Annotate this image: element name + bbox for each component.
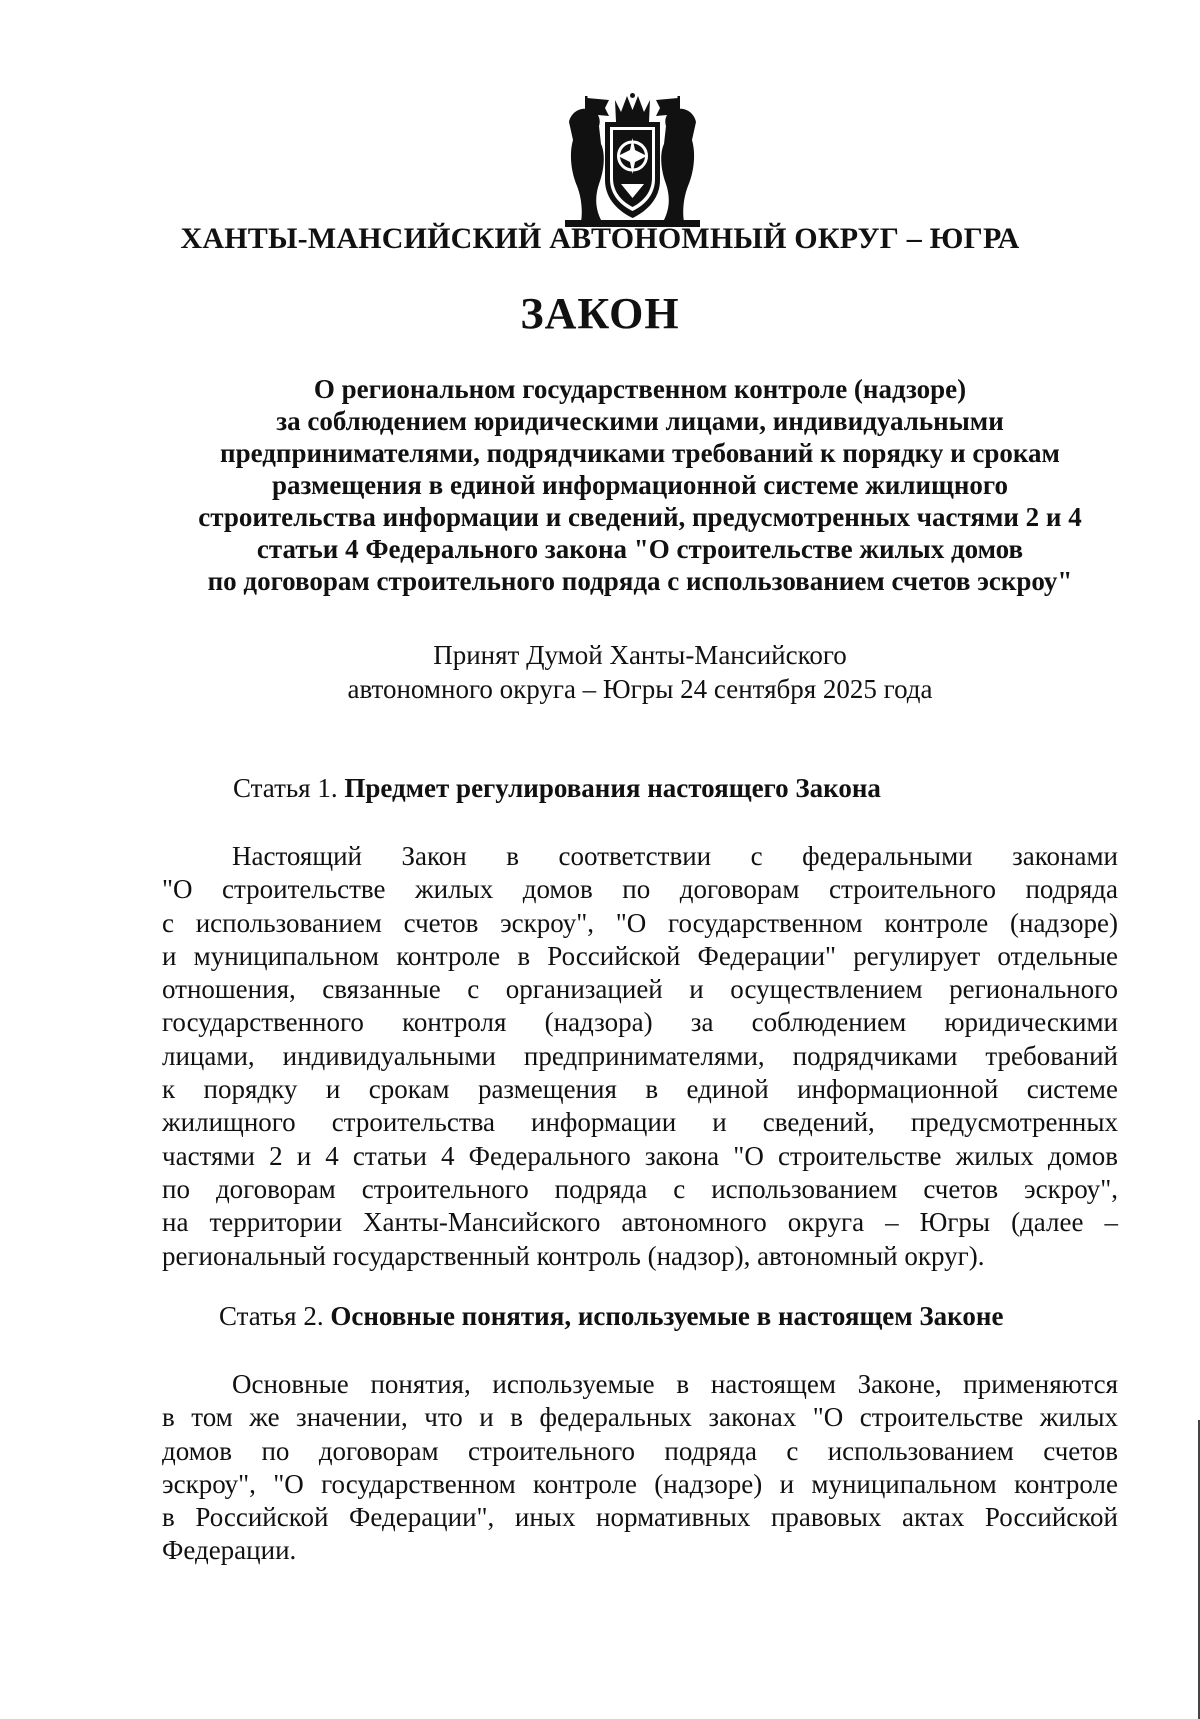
- article-1-body: [162, 840, 1118, 1273]
- paragraph-line: и муниципальном контроле в Российской Федерации" регулирует отдельные: [162, 940, 1118, 971]
- paragraph-line: с использованием счетов эскроу", "О государственном контроле (надзоре): [162, 907, 1118, 938]
- region-name: ХАНТЫ-МАНСИЙСКИЙ АВТОНОМНЫЙ ОКРУГ – ЮГРА: [180, 222, 1020, 255]
- article-number: Статья 2.: [219, 1301, 324, 1331]
- paragraph-line: на территории Ханты-Мансийского автономного округа – Югры (далее –: [162, 1207, 1118, 1238]
- paragraph-line: эскроу", "О государственном контроле (надзоре) и муниципальном контроле: [162, 1468, 1118, 1499]
- paragraph-line: домов по договорам строительного подряда с использованием счетов: [162, 1435, 1118, 1466]
- law-title: [150, 373, 1130, 597]
- paragraph-line: лицами, индивидуальными предпринимателями, подрядчиками требований: [162, 1040, 1118, 1071]
- paragraph-line: Основные понятия, используемые в настоящем Законе, применяются: [232, 1369, 1118, 1399]
- paragraph-line: Настоящий Закон в соответствии с федеральными законами: [232, 841, 1118, 871]
- paragraph-line: "О строительстве жилых домов по договорам строительного подряда: [162, 874, 1118, 905]
- paragraph-line: отношения, связанные с организацией и осуществлением регионального: [162, 974, 1118, 1005]
- paragraph-line: государственного контроля (надзора) за соблюдением юридическими: [162, 1007, 1118, 1038]
- coat-of-arms-icon: [565, 92, 700, 227]
- law-title-line: О региональном государственном контроле (надзоре): [313, 374, 967, 404]
- adoption-note: [0, 638, 1200, 706]
- paragraph-line: жилищного строительства информации и сведений, предусмотренных: [162, 1107, 1118, 1138]
- law-title-line: размещения в единой информационной системе жилищного: [272, 470, 1008, 500]
- paragraph-line: частями 2 и 4 статьи 4 Федерального закона "О строительстве жилых домов: [162, 1140, 1118, 1171]
- law-title-line: статьи 4 Федерального закона "О строительстве жилых домов: [256, 534, 1024, 564]
- document-type: ЗАКОН: [520, 289, 680, 338]
- article-1-heading: [233, 773, 881, 804]
- article-2-body: [162, 1368, 1118, 1568]
- law-title-line: по договорам строительного подряда с использованием счетов эскроу": [207, 566, 1073, 596]
- paragraph-line: региональный государственный контроль (надзор), автономный округ).: [162, 1240, 985, 1271]
- law-title-line: предпринимателями, подрядчиками требований к порядку и срокам: [220, 438, 1060, 468]
- paragraph-line: к порядку и срокам размещения в единой информационной системе: [162, 1074, 1118, 1105]
- adoption-line: Принят Думой Ханты-Мансийского: [433, 640, 847, 670]
- article-title: Основные понятия, используемые в настоящем Законе: [330, 1301, 1004, 1331]
- article-number: Статья 1.: [233, 773, 338, 803]
- paragraph-line: в Российской Федерации", иных нормативных правовых актах Российской: [162, 1502, 1118, 1533]
- adoption-line: автономного округа – Югры 24 сентября 2025 года: [347, 674, 933, 704]
- paragraph-line: Федерации.: [162, 1535, 297, 1566]
- paragraph-line: в том же значении, что и в федеральных законах "О строительстве жилых: [162, 1402, 1118, 1433]
- law-title-line: строительства информации и сведений, предусмотренных частями 2 и 4: [198, 502, 1082, 532]
- article-title: Предмет регулирования настоящего Закона: [344, 773, 881, 803]
- article-2-heading: [219, 1301, 1003, 1332]
- paragraph-line: по договорам строительного подряда с использованием счетов эскроу",: [162, 1173, 1118, 1204]
- law-title-line: за соблюдением юридическими лицами, индивидуальными: [276, 406, 1004, 436]
